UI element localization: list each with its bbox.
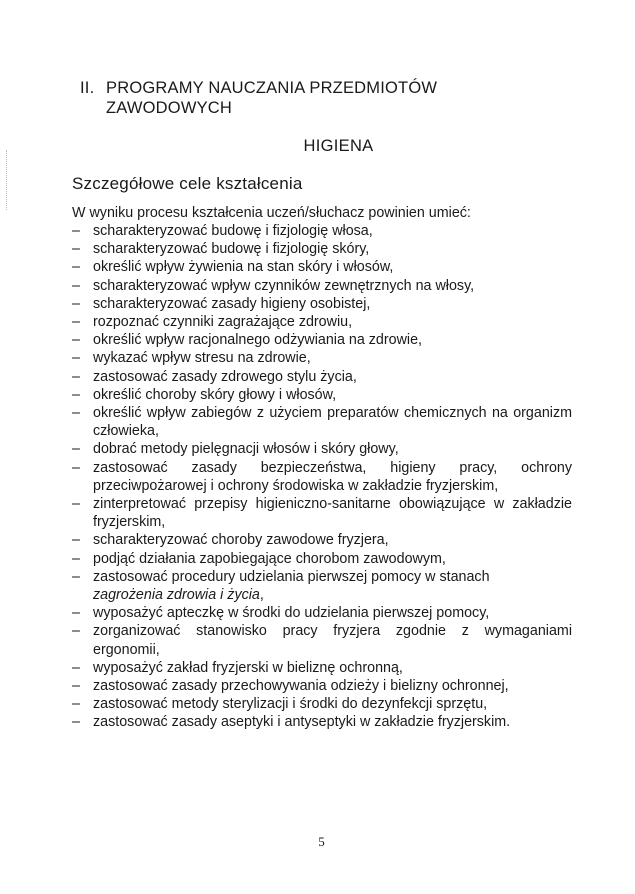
list-item-text: scharakteryzować zasady higieny osobistej, [93, 295, 371, 312]
list-item [72, 222, 572, 240]
dash-bullet: – [72, 314, 80, 331]
list-item-text: rozpoznać czynniki zagrażające zdrowiu, [93, 314, 353, 331]
list-item-text: dobrać metody pielęgnacji włosów i skóry głowy, [93, 441, 399, 458]
list-item-text: zastosować metody sterylizacji i środki do dezynfekcji sprzętu, [93, 696, 488, 713]
dash-bullet: – [72, 605, 80, 622]
list-item [72, 349, 572, 367]
dash-bullet: – [72, 332, 80, 349]
list-item-text: zastosować zasady zdrowego stylu życia, [93, 368, 357, 385]
list-item [72, 604, 572, 622]
list-item [72, 568, 572, 604]
list-item [72, 695, 572, 713]
dash-bullet: – [72, 496, 80, 513]
list-item [72, 550, 572, 568]
list-item-text: zastosować zasady bezpieczeństwa, higieny pracy, ochrony przeciwpożarowej i ochrony środowiska w zakładzie fryzjerskim, [93, 459, 572, 494]
list-item [72, 240, 572, 258]
dash-bullet: – [72, 714, 80, 731]
list-item-text: scharakteryzować budowę i fizjologię skóry, [93, 241, 370, 258]
section-title [80, 78, 437, 118]
dash-bullet: – [72, 459, 80, 476]
list-item [72, 659, 572, 677]
list-item [72, 258, 572, 276]
section-number: II. [80, 79, 95, 97]
list-item-text: określić wpływ racjonalnego odżywiania na zdrowie, [93, 332, 422, 349]
list-item [72, 295, 572, 313]
dash-bullet: – [72, 368, 80, 385]
goals-intro: W wyniku procesu kształcenia uczeń/słuchacz powinien umieć: [72, 205, 471, 221]
dash-bullet: – [72, 259, 80, 276]
page-number: 5 [318, 834, 325, 849]
list-item [72, 331, 572, 349]
list-item-text: określić choroby skóry głowy i włosów, [93, 386, 337, 403]
dash-bullet: – [72, 350, 80, 367]
list-item-text: wyposażyć apteczkę w środki do udzielania pierwszej pomocy, [93, 605, 490, 622]
list-item [72, 495, 572, 531]
list-item-text: zinterpretować przepisy higieniczno-sanitarne obowiązujące w zakładzie fryzjerskim, [93, 496, 572, 531]
goals-list [72, 222, 572, 732]
dash-bullet: – [72, 277, 80, 294]
list-item [72, 313, 572, 331]
dash-bullet: – [72, 550, 80, 567]
list-item [72, 459, 572, 495]
list-item-text: określić wpływ żywienia na stan skóry i włosów, [93, 259, 394, 276]
list-item-text: scharakteryzować wpływ czynników zewnętrznych na włosy, [93, 277, 475, 294]
scan-margin-mark [6, 150, 8, 210]
dash-bullet: – [72, 696, 80, 713]
list-item-text: zastosować zasady aseptyki i antyseptyki w zakładzie fryzjerskim. [93, 714, 511, 731]
list-item [72, 622, 572, 658]
list-item-text: wykazać wpływ stresu na zdrowie, [93, 350, 311, 367]
list-item-text: zastosować zasady przechowywania odzieży i bielizny ochronnej, [93, 678, 509, 695]
list-item [72, 531, 572, 549]
list-item [72, 277, 572, 295]
list-item [72, 713, 572, 731]
list-item-text: zastosować procedury udzielania pierwszej pomocy w stanach [93, 568, 490, 585]
dash-bullet: – [72, 568, 80, 585]
goals-heading: Szczegółowe cele kształcenia [72, 174, 303, 193]
dash-bullet: – [72, 659, 80, 676]
dash-bullet: – [72, 678, 80, 695]
dash-bullet: – [72, 223, 80, 239]
list-item [72, 386, 572, 404]
list-item-text: podjąć działania zapobiegające chorobom zawodowym, [93, 550, 446, 567]
subject-title: HIGIENA [303, 137, 374, 155]
dash-bullet: – [72, 532, 80, 549]
list-item-text: wyposażyć zakład fryzjerski w bieliznę ochronną, [93, 659, 403, 676]
list-item-italic-text: zagrożenia zdrowia i życia [93, 587, 260, 604]
section-title-line2: ZAWODOWYCH [106, 99, 233, 117]
dash-bullet: – [72, 405, 80, 422]
list-item-text: zorganizować stanowisko pracy fryzjera zgodnie z wymaganiami ergonomii, [93, 623, 572, 658]
dash-bullet: – [72, 623, 80, 640]
dash-bullet: – [72, 241, 80, 258]
list-item [72, 677, 572, 695]
list-item-suffix: , [259, 587, 264, 604]
list-item-text: określić wpływ zabiegów z użyciem preparatów chemicznych na organizm człowieka, [93, 405, 572, 440]
list-item-text: scharakteryzować budowę i fizjologię włosa, [93, 223, 373, 239]
list-item [72, 404, 572, 440]
dash-bullet: – [72, 441, 80, 458]
dash-bullet: – [72, 295, 80, 312]
list-item [72, 368, 572, 386]
list-item [72, 440, 572, 458]
section-title-line1: PROGRAMY NAUCZANIA PRZEDMIOTÓW [106, 79, 438, 97]
dash-bullet: – [72, 386, 80, 403]
list-item-text: scharakteryzować choroby zawodowe fryzjera, [93, 532, 389, 549]
